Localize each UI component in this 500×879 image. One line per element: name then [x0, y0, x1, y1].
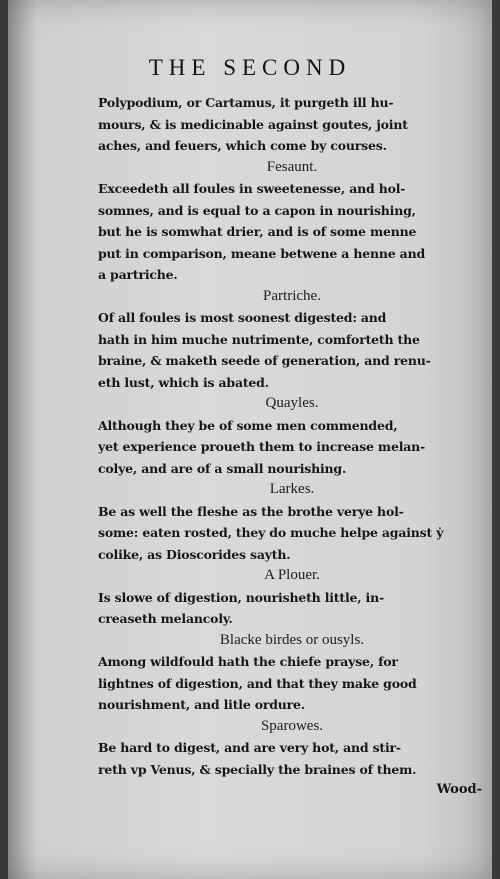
- text-line: yet experience proueth them to increase melan-: [98, 439, 426, 454]
- text-line: Of all foules is most soonest digested: and: [98, 310, 387, 325]
- text-line: but he is somwhat drier, and is of some menne: [98, 224, 417, 239]
- text-line: eth lust, which is abated.: [98, 374, 269, 390]
- text-line: hath in him muche nutrimente, comforteth the: [98, 331, 420, 347]
- section-heading: Fesaunt.: [266, 158, 318, 175]
- section-heading: Partriche.: [263, 287, 321, 304]
- text-line: Exceedeth all foules in sweetenesse, and hol-: [98, 181, 406, 196]
- text-line: Polypodium, or Cartamus, it purgeth ill hu-: [98, 95, 394, 110]
- text-line: a partriche.: [98, 267, 178, 282]
- section-heading: Sparowes.: [260, 717, 324, 734]
- section-heading: Larkes.: [269, 481, 315, 497]
- text-line: Is slowe of digestion, nourisheth little, in-: [98, 589, 384, 605]
- text-line: reth vp Venus, & specially the braines of them.: [98, 761, 417, 777]
- text-line: mours, & is medicinable against goutes, joint: [98, 116, 408, 132]
- text-line: braine, & maketh seede of generation, and renu-: [98, 353, 431, 368]
- text-line: creaseth melancoly.: [98, 611, 233, 626]
- text-line: lightnes of digestion, and that they make good: [98, 675, 417, 691]
- text-line: Among wildfould hath the chiefe prayse, for: [98, 654, 398, 669]
- text-line: somnes, and is equal to a capon in nourishing,: [98, 202, 416, 218]
- text-line: aches, and feuers, which come by courses.: [98, 138, 387, 153]
- section-heading: A Plouer.: [264, 567, 320, 583]
- section-heading: Quayles.: [265, 395, 319, 411]
- text-line: colye, and are of a small nourishing.: [98, 460, 347, 476]
- text-line: nourishment, and litle ordure.: [98, 697, 305, 712]
- text-line: Be as well the fleshe as the brothe verye hol-: [98, 503, 404, 519]
- text-line: some: eaten rosted, they do muche helpe against ẏ: [98, 525, 444, 540]
- text-line: Be hard to digest, and are very hot, and stir-: [98, 740, 401, 755]
- text-line: put in comparison, meane betwene a henne and: [98, 245, 426, 261]
- text-line: Although they be of some men commended,: [98, 417, 398, 433]
- text-block: [98, 92, 486, 780]
- running-head: THE SECOND: [148, 55, 352, 80]
- catchword: Wood-: [436, 782, 482, 797]
- text-line: colike, as Dioscorides sayth.: [98, 546, 291, 562]
- section-heading: Blacke birdes or ousyls.: [219, 631, 365, 648]
